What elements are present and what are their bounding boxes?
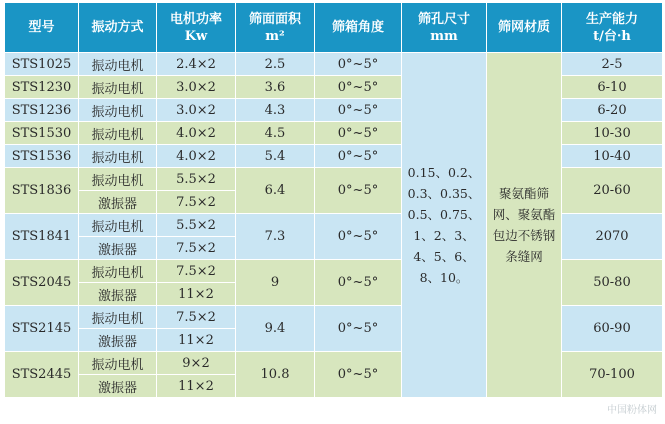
hole-size-cell: 0.15、0.2、0.3、0.35、0.5、0.75、1、2、3、4、5、6、8、10。	[402, 53, 487, 398]
motor-power-cell: 7.5×2	[157, 191, 236, 214]
vibration-mode-cell: 振动电机	[79, 53, 157, 76]
screen-area-cell: 4.3	[236, 99, 315, 122]
table-row	[5, 99, 663, 122]
table-row	[5, 214, 663, 237]
table-row	[5, 76, 663, 99]
model-cell: STS1025	[5, 53, 79, 76]
screen-area-cell: 9.4	[236, 306, 315, 352]
vibration-mode-cell: 激振器	[79, 375, 157, 398]
screen-area-cell: 3.6	[236, 76, 315, 99]
capacity-cell: 50-80	[562, 260, 663, 306]
header-vibration-mode: 振动方式	[79, 3, 157, 53]
capacity-cell: 10-30	[562, 122, 663, 145]
model-cell: STS1230	[5, 76, 79, 99]
capacity-cell: 60-90	[562, 306, 663, 352]
motor-power-cell: 7.5×2	[157, 306, 236, 329]
header-model: 型号	[5, 3, 79, 53]
table-row	[5, 145, 663, 168]
model-cell: STS1530	[5, 122, 79, 145]
header-screen-area: 筛面面积 m²	[236, 3, 315, 53]
header-mesh-material: 筛网材质	[487, 3, 562, 53]
table-row	[5, 168, 663, 191]
spec-table-container	[4, 2, 663, 398]
motor-power-cell: 11×2	[157, 329, 236, 352]
model-cell: STS1236	[5, 99, 79, 122]
motor-power-cell: 4.0×2	[157, 122, 236, 145]
header-capacity: 生产能力 t/台·h	[562, 3, 663, 53]
vibration-mode-cell: 振动电机	[79, 168, 157, 191]
vibration-mode-cell: 激振器	[79, 283, 157, 306]
table-row	[5, 306, 663, 329]
motor-power-cell: 4.0×2	[157, 145, 236, 168]
motor-power-cell: 11×2	[157, 375, 236, 398]
header-row	[5, 3, 663, 53]
motor-power-cell: 9×2	[157, 352, 236, 375]
box-angle-cell: 0°~5°	[315, 168, 402, 214]
vibration-mode-cell: 振动电机	[79, 99, 157, 122]
table-row	[5, 53, 663, 76]
header-hole-size: 筛孔尺寸 mm	[402, 3, 487, 53]
screen-area-cell: 2.5	[236, 53, 315, 76]
vibration-mode-cell: 振动电机	[79, 352, 157, 375]
vibration-mode-cell: 激振器	[79, 191, 157, 214]
model-cell: STS2045	[5, 260, 79, 306]
table-row	[5, 122, 663, 145]
capacity-cell: 70-100	[562, 352, 663, 398]
header-motor-power: 电机功率 Kw	[157, 3, 236, 53]
box-angle-cell: 0°~5°	[315, 76, 402, 99]
motor-power-cell: 3.0×2	[157, 99, 236, 122]
motor-power-cell: 5.5×2	[157, 214, 236, 237]
box-angle-cell: 0°~5°	[315, 260, 402, 306]
screen-area-cell: 7.3	[236, 214, 315, 260]
screen-area-cell: 4.5	[236, 122, 315, 145]
spec-table	[4, 2, 663, 398]
capacity-cell: 10-40	[562, 145, 663, 168]
motor-power-cell: 7.5×2	[157, 260, 236, 283]
motor-power-cell: 3.0×2	[157, 76, 236, 99]
vibration-mode-cell: 振动电机	[79, 306, 157, 329]
vibration-mode-cell: 振动电机	[79, 145, 157, 168]
motor-power-cell: 11×2	[157, 283, 236, 306]
vibration-mode-cell: 激振器	[79, 329, 157, 352]
screen-area-cell: 6.4	[236, 168, 315, 214]
capacity-cell: 2070	[562, 214, 663, 260]
capacity-cell: 20-60	[562, 168, 663, 214]
box-angle-cell: 0°~5°	[315, 352, 402, 398]
box-angle-cell: 0°~5°	[315, 99, 402, 122]
model-cell: STS1536	[5, 145, 79, 168]
table-row	[5, 352, 663, 375]
mesh-material-cell: 聚氨酯筛网、聚氨酯包边不锈钢条缝网	[487, 53, 562, 398]
capacity-cell: 2-5	[562, 53, 663, 76]
vibration-mode-cell: 振动电机	[79, 214, 157, 237]
vibration-mode-cell: 振动电机	[79, 76, 157, 99]
box-angle-cell: 0°~5°	[315, 306, 402, 352]
vibration-mode-cell: 振动电机	[79, 122, 157, 145]
motor-power-cell: 5.5×2	[157, 168, 236, 191]
box-angle-cell: 0°~5°	[315, 214, 402, 260]
screen-area-cell: 10.8	[236, 352, 315, 398]
vibration-mode-cell: 激振器	[79, 237, 157, 260]
box-angle-cell: 0°~5°	[315, 122, 402, 145]
model-cell: STS2145	[5, 306, 79, 352]
model-cell: STS1836	[5, 168, 79, 214]
capacity-cell: 6-10	[562, 76, 663, 99]
box-angle-cell: 0°~5°	[315, 145, 402, 168]
box-angle-cell: 0°~5°	[315, 53, 402, 76]
motor-power-cell: 2.4×2	[157, 53, 236, 76]
capacity-cell: 6-20	[562, 99, 663, 122]
watermark: 中国粉体网	[607, 405, 657, 416]
screen-area-cell: 5.4	[236, 145, 315, 168]
header-box-angle: 筛箱角度	[315, 3, 402, 53]
model-cell: STS2445	[5, 352, 79, 398]
screen-area-cell: 9	[236, 260, 315, 306]
table-row	[5, 260, 663, 283]
motor-power-cell: 7.5×2	[157, 237, 236, 260]
vibration-mode-cell: 振动电机	[79, 260, 157, 283]
model-cell: STS1841	[5, 214, 79, 260]
